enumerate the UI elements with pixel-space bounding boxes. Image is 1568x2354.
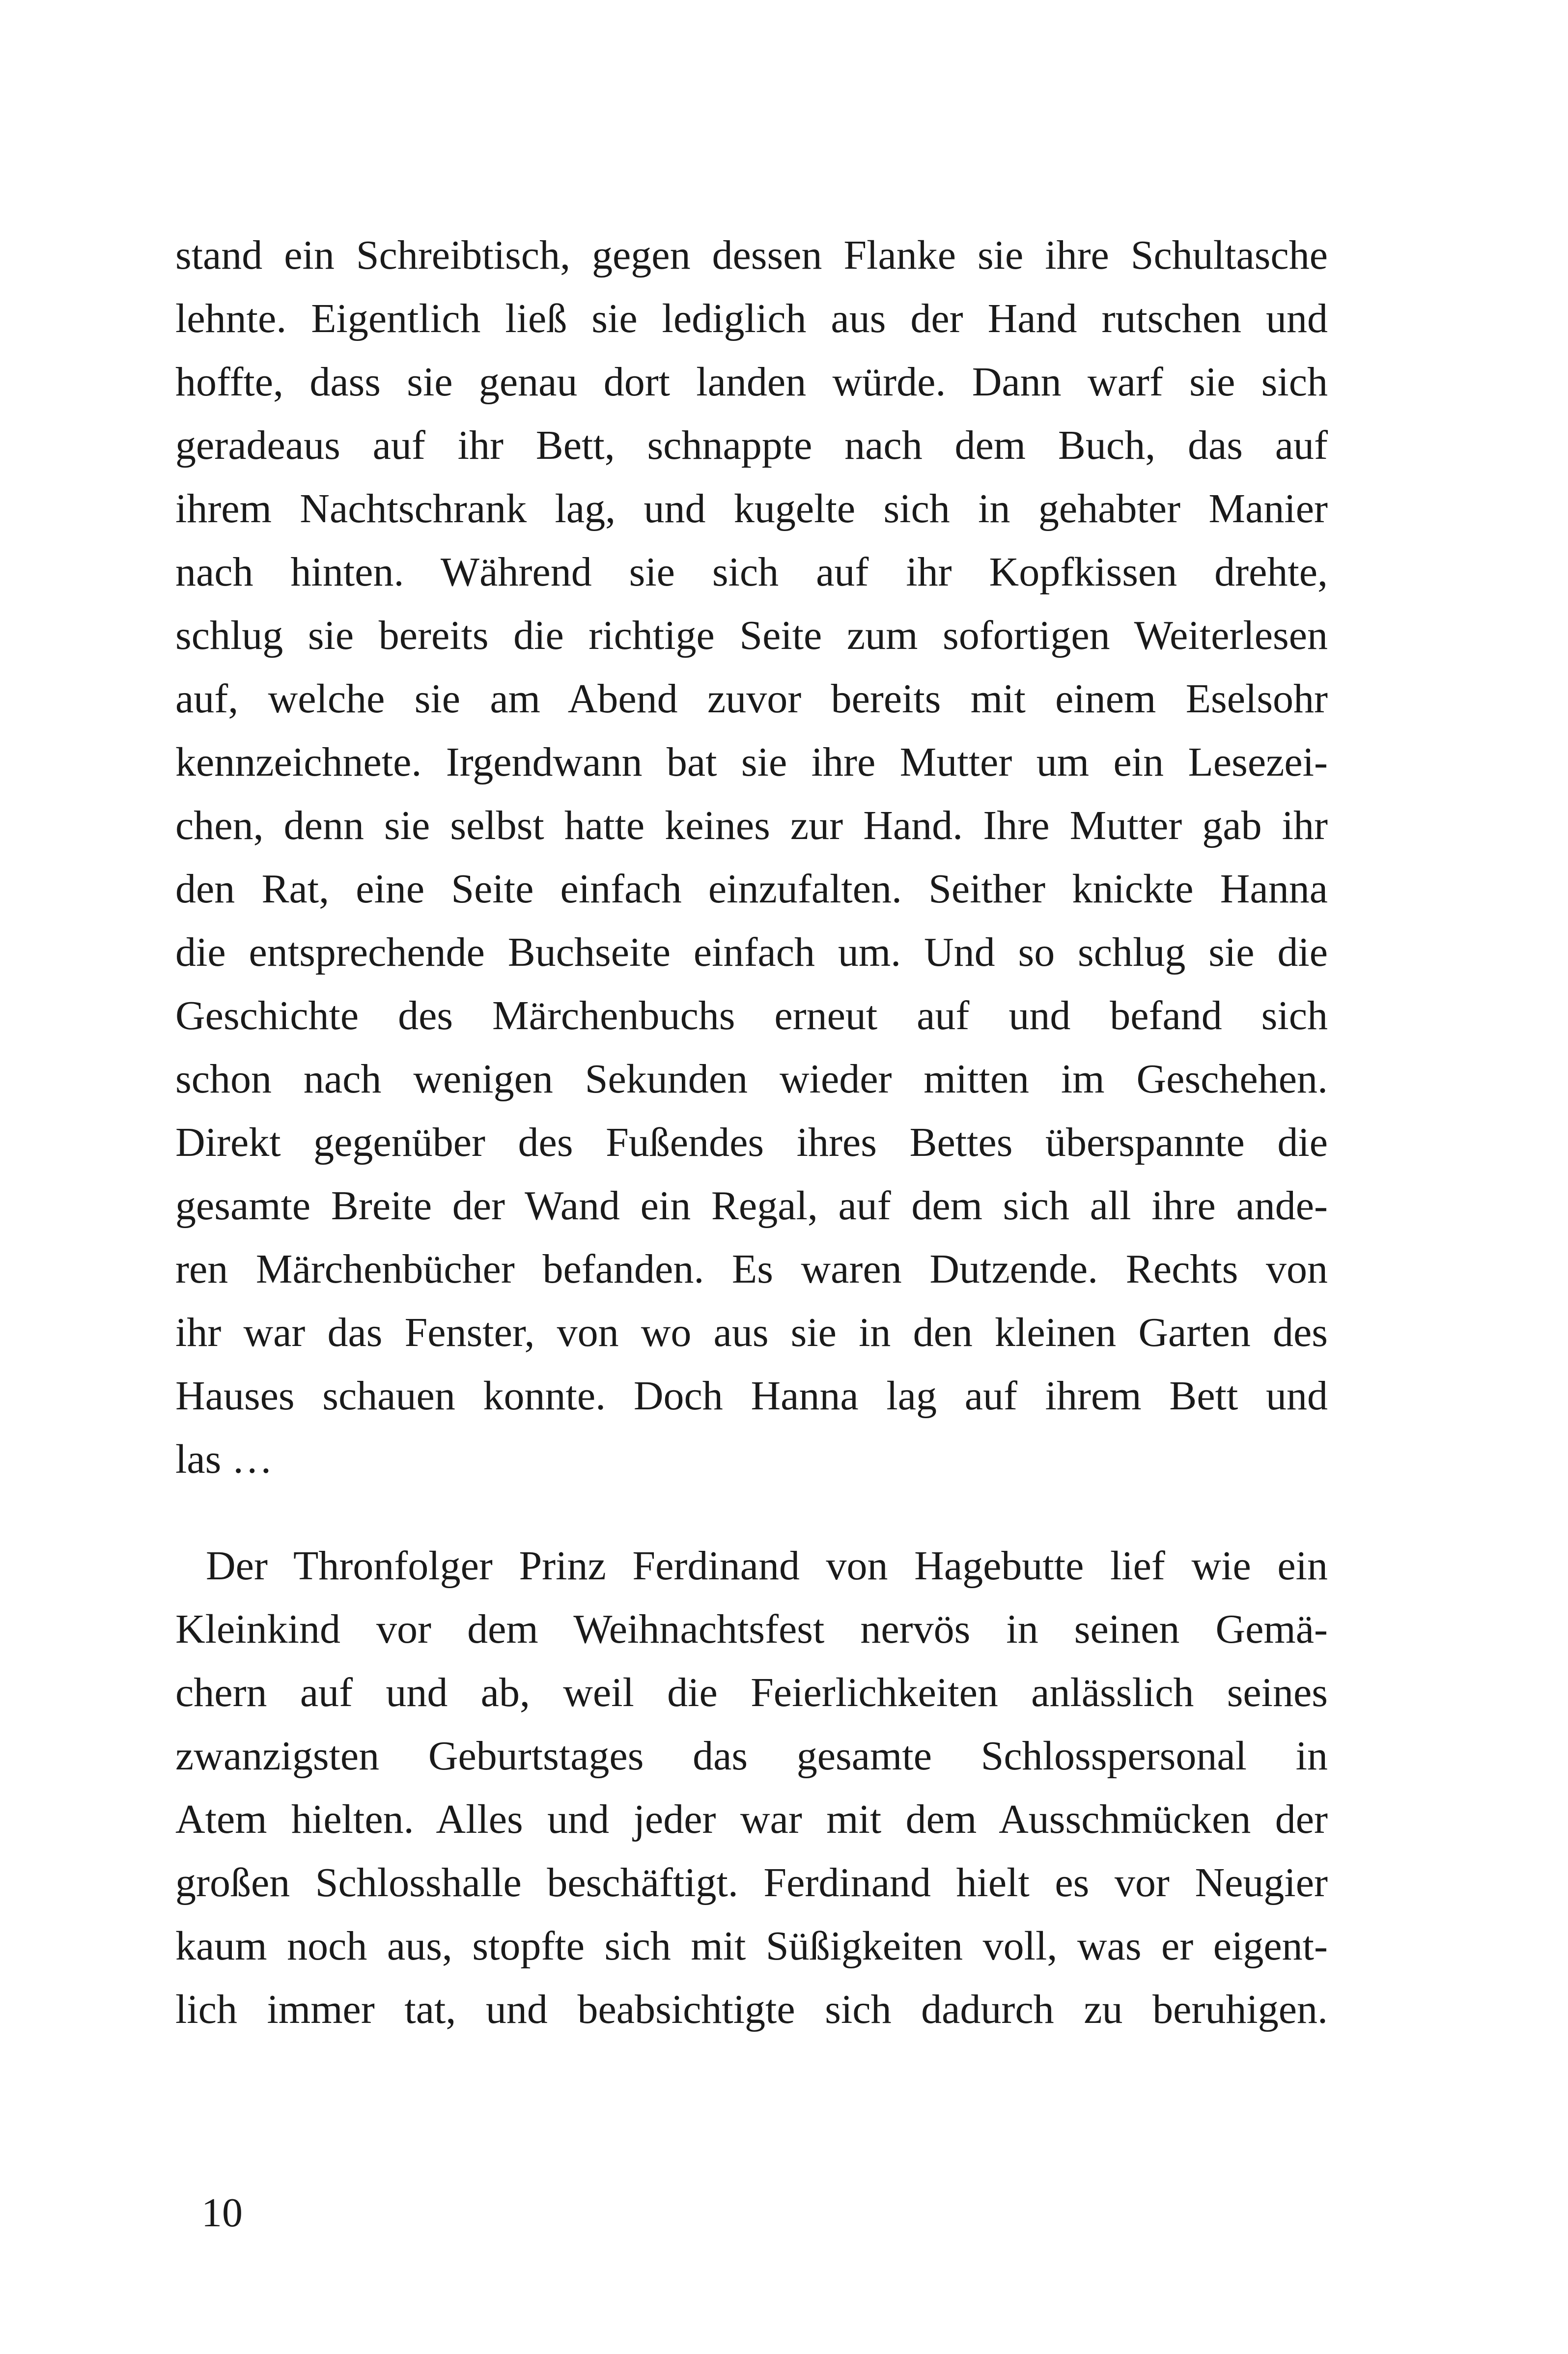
text-line: großen Schlosshalle beschäftigt. Ferdinand hielt es vor Neugier (175, 1860, 1328, 1906)
text-line: lich immer tat, und beabsichtigte sich dadurch zu beruhigen. (175, 1987, 1328, 2032)
paragraph-hanna-reading (175, 224, 1328, 1491)
paragraph-prince-ferdinand (175, 1534, 1328, 2041)
page-number: 10 (201, 2190, 243, 2236)
text-line: schlug sie bereits die richtige Seite zum sofortigen Weiterlesen (175, 613, 1328, 658)
text-line: chern auf und ab, weil die Feierlichkeiten anlässlich seines (175, 1670, 1328, 1715)
text-line: lehnte. Eigentlich ließ sie lediglich aus der Hand rutschen und (175, 296, 1328, 341)
text-line: schon nach wenigen Sekunden wieder mitten im Geschehen. (175, 1056, 1328, 1102)
text-line: Direkt gegenüber des Fußendes ihres Bettes überspannte die (175, 1120, 1328, 1165)
text-line: zwanzigsten Geburtstages das gesamte Schlosspersonal in (175, 1733, 1328, 1779)
text-line: nach hinten. Während sie sich auf ihr Kopfkissen drehte, (175, 549, 1328, 595)
text-line: den Rat, eine Seite einfach einzufalten. Seither knickte Hanna (175, 866, 1328, 912)
text-line: Hauses schauen konnte. Doch Hanna lag auf ihrem Bett und (175, 1373, 1328, 1419)
text-line: ihrem Nachtschrank lag, und kugelte sich in gehabter Manier (175, 486, 1328, 532)
text-line: auf, welche sie am Abend zuvor bereits mit einem Eselsohr (175, 676, 1328, 722)
text-line: ren Märchenbücher befanden. Es waren Dutzende. Rechts von (175, 1246, 1328, 1292)
text-line: Atem hielten. Alles und jeder war mit dem Ausschmücken der (175, 1796, 1328, 1842)
text-line: Der Thronfolger Prinz Ferdinand von Hagebutte lief wie ein (206, 1543, 1328, 1589)
text-line: hoffte, dass sie genau dort landen würde. Dann warf sie sich (175, 359, 1328, 405)
text-line: Kleinkind vor dem Weihnachtsfest nervös in seinen Gemä- (175, 1606, 1328, 1652)
text-line: las … (175, 1436, 273, 1482)
text-line: Geschichte des Märchenbuchs erneut auf und befand sich (175, 993, 1328, 1038)
text-line: die entsprechende Buchseite einfach um. Und so schlug sie die (175, 929, 1328, 975)
text-line: ihr war das Fenster, von wo aus sie in den kleinen Garten des (175, 1310, 1328, 1355)
text-line: gesamte Breite der Wand ein Regal, auf dem sich all ihre ande- (175, 1183, 1328, 1229)
text-line: kaum noch aus, stopfte sich mit Süßigkeiten voll, was er eigent- (175, 1923, 1328, 1969)
text-line: geradeaus auf ihr Bett, schnappte nach dem Buch, das auf (175, 422, 1328, 468)
text-line: stand ein Schreibtisch, gegen dessen Flanke sie ihre Schultasche (175, 232, 1328, 278)
text-line: kennzeichnete. Irgendwann bat sie ihre Mutter um ein Lesezei- (175, 739, 1328, 785)
text-line: chen, denn sie selbst hatte keines zur Hand. Ihre Mutter gab ihr (175, 803, 1328, 848)
